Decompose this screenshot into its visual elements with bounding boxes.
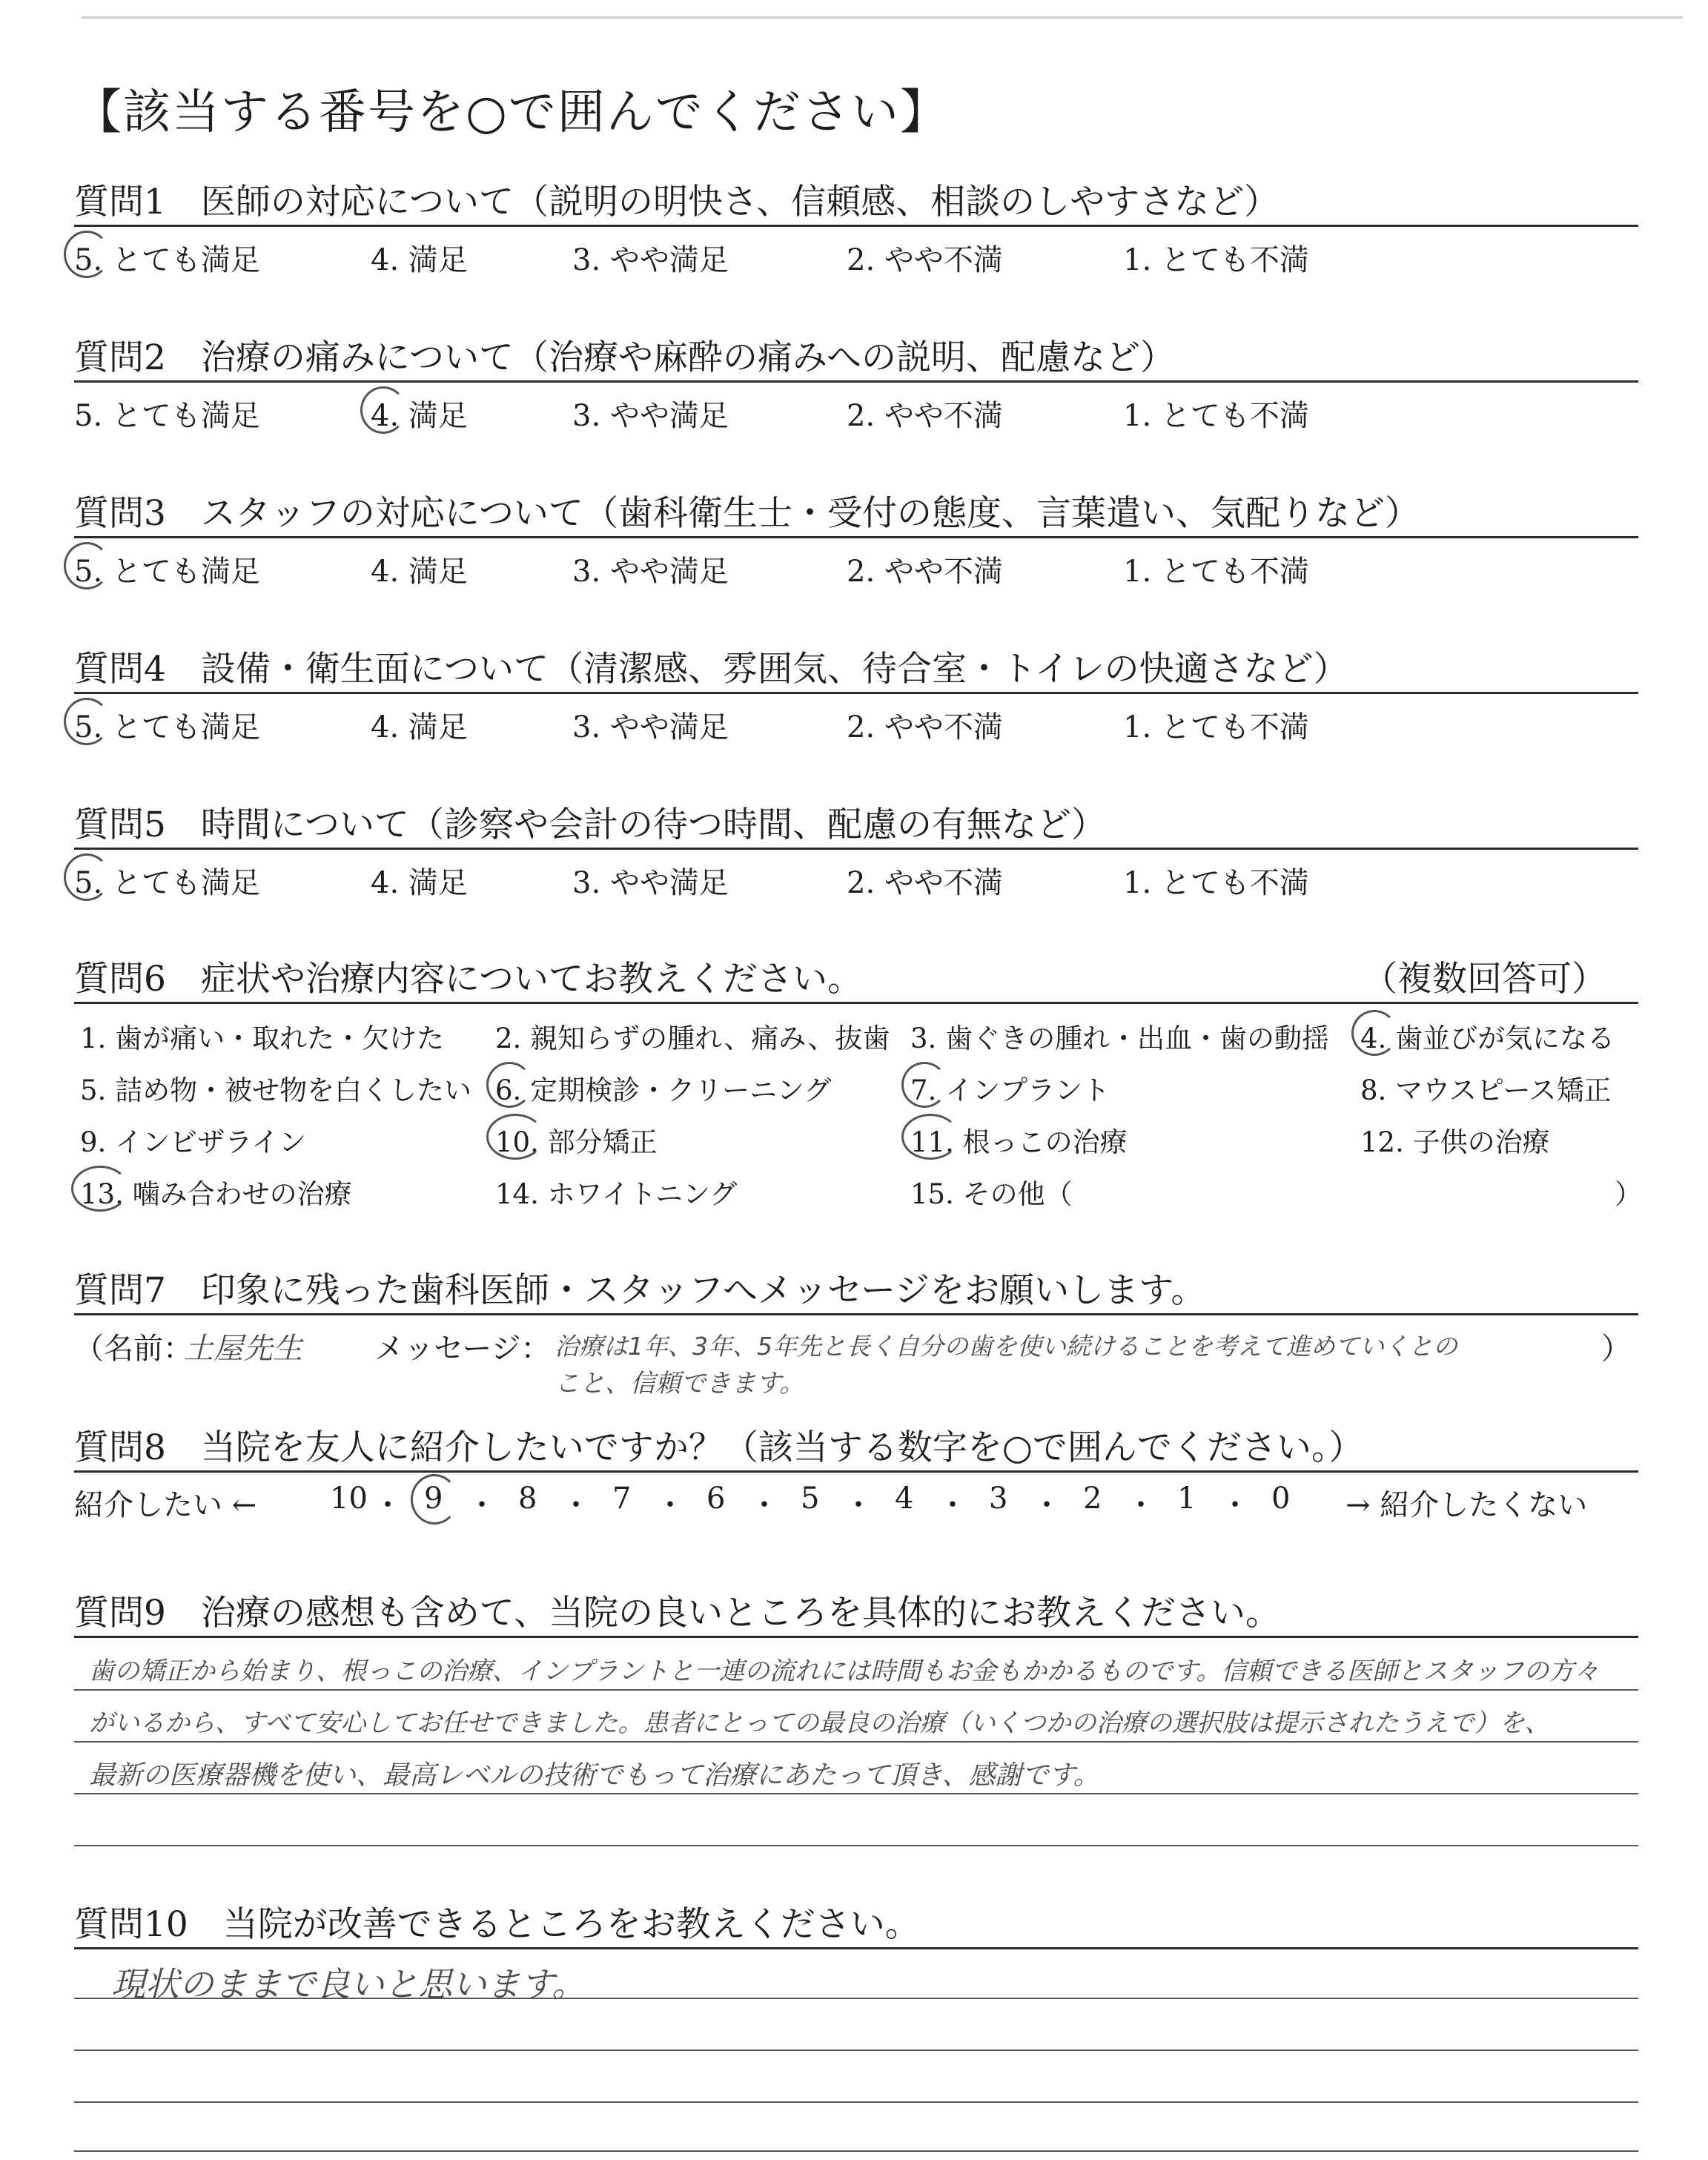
q5-underline <box>74 848 1638 850</box>
q3-title: 質問3 スタッフの対応について（歯科衛生士・受付の態度、言葉遣い、気配りなど） <box>74 493 1420 534</box>
q9-answer-line-2[interactable]: がいるから、すべて安心してお任せできました。患者にとっての最良の治療（いくつかの治療の選択肢は提示されたうえで）を、 <box>89 1708 1550 1738</box>
q5-option-very-dissatisfied[interactable]: 1. とても不満 <box>1123 866 1309 900</box>
q6-option-4[interactable]: 4. 歯並びが気になる <box>1360 1023 1615 1054</box>
q6-title: 質問6 症状や治療内容についてお教えください。 <box>74 959 862 1000</box>
q2-option-somewhat-satisfied[interactable]: 3. やや満足 <box>572 399 729 433</box>
q9-answer-line-1[interactable]: 歯の矯正から始まり、根っこの治療、インプラントと一連の流れには時間もお金もかかるものです。信頼できる医師とスタッフの方々 <box>89 1657 1600 1686</box>
q6-option-13[interactable]: 13. 噛み合わせの治療 <box>80 1178 352 1210</box>
q6-selected-circle-11 <box>901 1114 959 1160</box>
q1-option-very-satisfied[interactable]: 5. とても満足 <box>74 243 260 277</box>
q6-option-14[interactable]: 14. ホワイトニング <box>495 1178 738 1210</box>
q8-scale-10[interactable]: 10 <box>330 1482 368 1516</box>
q4-option-satisfied[interactable]: 4. 満足 <box>371 710 468 744</box>
q6-option-2[interactable]: 2. 親知らずの腫れ、痛み、抜歯 <box>495 1023 890 1054</box>
q7-close-paren: ） <box>1601 1332 1631 1366</box>
q4-option-very-satisfied[interactable]: 5. とても満足 <box>74 710 260 744</box>
q1-option-satisfied[interactable]: 4. 満足 <box>371 243 468 277</box>
q1-option-somewhat-satisfied[interactable]: 3. やや満足 <box>572 243 729 277</box>
q8-scale-separator: ・ <box>373 1488 403 1522</box>
q10-title: 質問10 当院が改善できるところをお教えください。 <box>74 1904 920 1945</box>
q7-message-line-1[interactable]: 治療は1年、3年、5年先と長く自分の歯を使い続けることを考えて進めていくとの <box>555 1332 1457 1361</box>
q6-option-9[interactable]: 9. インビザライン <box>80 1126 306 1158</box>
q6-selected-circle-10 <box>486 1114 544 1160</box>
q5-option-somewhat-dissatisfied[interactable]: 2. やや不満 <box>847 866 1003 900</box>
q9-answer-line <box>74 1741 1638 1743</box>
q10-underline <box>74 1947 1638 1949</box>
q9-title: 質問9 治療の感想も含めて、当院の良いところを具体的にお教えください。 <box>74 1593 1280 1634</box>
q8-scale-1[interactable]: 1 <box>1177 1482 1196 1516</box>
q8-scale-0[interactable]: 0 <box>1271 1482 1291 1516</box>
q2-title: 質問2 治療の痛みについて（治療や麻酔の痛みへの説明、配慮など） <box>74 337 1176 378</box>
q1-selected-circle <box>64 231 110 278</box>
q2-option-satisfied[interactable]: 4. 満足 <box>371 399 468 433</box>
q8-selected-circle <box>411 1474 458 1525</box>
q6-option-1[interactable]: 1. 歯が痛い・取れた・欠けた <box>80 1023 445 1054</box>
form-instructions-header: 【該当する番号を○で囲んでください】 <box>74 85 949 140</box>
q8-scale-2[interactable]: 2 <box>1083 1482 1102 1516</box>
q1-option-somewhat-dissatisfied[interactable]: 2. やや不満 <box>847 243 1003 277</box>
q2-underline <box>74 380 1638 383</box>
q4-title: 質問4 設備・衛生面について（清潔感、雰囲気、待合室・トイレの快適さなど） <box>74 649 1348 690</box>
q2-option-very-dissatisfied[interactable]: 1. とても不満 <box>1123 399 1309 433</box>
q8-scale-6[interactable]: 6 <box>706 1482 726 1516</box>
q1-option-very-dissatisfied[interactable]: 1. とても不満 <box>1123 243 1309 277</box>
q7-underline <box>74 1313 1638 1315</box>
q8-scale-separator: ・ <box>1032 1488 1062 1522</box>
q8-scale-separator: ・ <box>749 1488 779 1522</box>
scan-edge-line <box>82 16 1683 19</box>
q6-option-15[interactable]: 15. その他（ <box>910 1178 1073 1210</box>
q7-name-value[interactable]: 土屋先生 <box>184 1332 302 1366</box>
q3-option-somewhat-satisfied[interactable]: 3. やや満足 <box>572 555 729 589</box>
q6-option-6[interactable]: 6. 定期検診・クリーニング <box>495 1074 832 1106</box>
q4-underline <box>74 692 1638 694</box>
q6-option-5[interactable]: 5. 詰め物・被せ物を白くしたい <box>80 1074 472 1106</box>
q3-option-very-dissatisfied[interactable]: 1. とても不満 <box>1123 555 1309 589</box>
q2-option-somewhat-dissatisfied[interactable]: 2. やや不満 <box>847 399 1003 433</box>
q5-option-satisfied[interactable]: 4. 満足 <box>371 866 468 900</box>
q6-option-10[interactable]: 10. 部分矯正 <box>495 1126 658 1158</box>
q8-scale-4[interactable]: 4 <box>895 1482 914 1516</box>
q3-option-satisfied[interactable]: 4. 満足 <box>371 555 468 589</box>
q8-scale-7[interactable]: 7 <box>612 1482 632 1516</box>
q8-scale-separator: ・ <box>655 1488 685 1522</box>
q7-message-label: メッセージ： <box>374 1332 551 1366</box>
q5-option-somewhat-satisfied[interactable]: 3. やや満足 <box>572 866 729 900</box>
q10-answer-line <box>74 2101 1638 2103</box>
q10-answer-line <box>74 2150 1638 2152</box>
q8-scale-9[interactable]: 9 <box>424 1482 443 1516</box>
q10-answer-line <box>74 2050 1638 2051</box>
q8-scale-separator: ・ <box>844 1488 873 1522</box>
q6-other-close-paren: ） <box>1615 1178 1642 1210</box>
q6-option-8[interactable]: 8. マウスピース矯正 <box>1360 1074 1612 1106</box>
q4-selected-circle <box>64 698 110 745</box>
q9-answer-line-3[interactable]: 最新の医療器機を使い、最高レベルの技術でもって治療にあたって頂き、感謝です。 <box>89 1760 1100 1791</box>
q3-option-somewhat-dissatisfied[interactable]: 2. やや不満 <box>847 555 1003 589</box>
q6-underline <box>74 1002 1638 1004</box>
q4-option-somewhat-satisfied[interactable]: 3. やや満足 <box>572 710 729 744</box>
q3-option-very-satisfied[interactable]: 5. とても満足 <box>74 555 260 589</box>
q10-answer-line-1[interactable]: 現状のままで良いと思います。 <box>111 1964 586 2004</box>
q9-answer-line <box>74 1845 1638 1846</box>
q6-selected-circle-4 <box>1351 1010 1397 1056</box>
q3-selected-circle <box>64 542 110 589</box>
q5-title: 質問5 時間について（診察や会計の待つ時間、配慮の有無など） <box>74 805 1106 845</box>
q8-title: 質問8 当院を友人に紹介したいですか？（該当する数字を○で囲んでください。） <box>74 1427 1364 1468</box>
q4-option-somewhat-dissatisfied[interactable]: 2. やや不満 <box>847 710 1003 744</box>
q5-option-very-satisfied[interactable]: 5. とても満足 <box>74 866 260 900</box>
q8-scale-separator: ・ <box>1220 1488 1250 1522</box>
q2-option-very-satisfied[interactable]: 5. とても満足 <box>74 399 260 433</box>
q7-title: 質問7 印象に残った歯科医師・スタッフへメッセージをお願いします。 <box>74 1270 1206 1311</box>
q8-scale-separator: ・ <box>1126 1488 1156 1522</box>
q9-answer-line <box>74 1689 1638 1691</box>
q8-right-label: → 紹介したくない <box>1345 1488 1588 1522</box>
q1-title: 質問1 医師の対応について（説明の明快さ、信頼感、相談のしやすさなど） <box>74 182 1280 222</box>
q8-scale-8[interactable]: 8 <box>518 1482 537 1516</box>
q9-answer-line <box>74 1793 1638 1794</box>
q8-underline <box>74 1470 1638 1473</box>
q8-scale-separator: ・ <box>561 1488 591 1522</box>
q6-option-3[interactable]: 3. 歯ぐきの腫れ・出血・歯の動揺 <box>910 1023 1330 1054</box>
q3-underline <box>74 536 1638 538</box>
q8-left-label: 紹介したい ← <box>74 1488 257 1522</box>
q6-option-7[interactable]: 7. インプラント <box>910 1074 1110 1106</box>
q2-selected-circle <box>360 386 406 434</box>
q5-selected-circle <box>64 853 110 901</box>
q7-message-line-2[interactable]: こと、信頼できます。 <box>555 1369 805 1398</box>
q8-scale-3[interactable]: 3 <box>989 1482 1008 1516</box>
q1-underline <box>74 225 1638 227</box>
q6-multi-note: （複数回答可） <box>1363 959 1606 1000</box>
q6-selected-circle-7 <box>901 1062 947 1108</box>
q7-name-label: （名前： <box>74 1332 193 1366</box>
q4-option-very-dissatisfied[interactable]: 1. とても不満 <box>1123 710 1309 744</box>
q8-scale-separator: ・ <box>938 1488 967 1522</box>
q8-scale-5[interactable]: 5 <box>801 1482 820 1516</box>
q6-option-12[interactable]: 12. 子供の治療 <box>1360 1126 1550 1158</box>
q6-option-11[interactable]: 11. 根っこの治療 <box>910 1126 1128 1158</box>
q6-selected-circle-6 <box>486 1062 532 1108</box>
q8-scale-separator: ・ <box>467 1488 497 1522</box>
q9-underline <box>74 1636 1638 1638</box>
q6-selected-circle-13 <box>71 1166 129 1212</box>
